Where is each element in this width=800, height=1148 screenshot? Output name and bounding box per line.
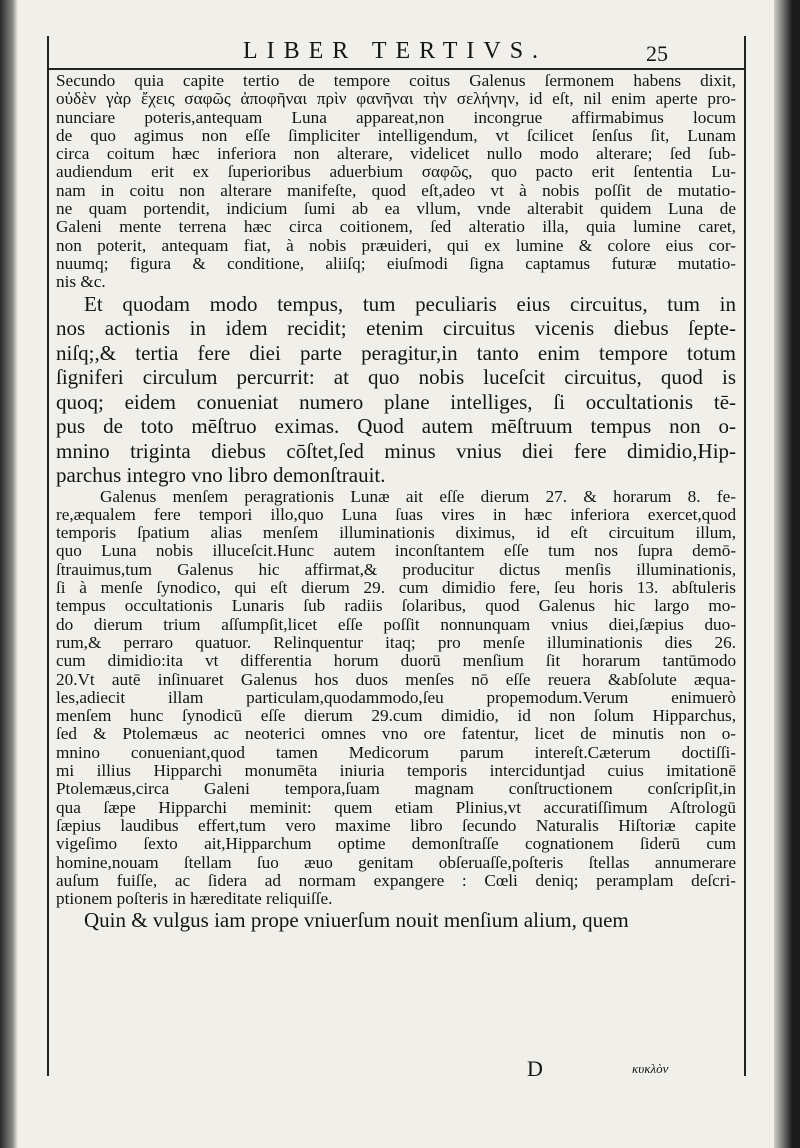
text-line: qua ſæpe Hipparchi meminit: quem etiam Plinius,vt accuratiſſimum Aſtrologū — [56, 798, 736, 817]
text-line: mnino conueniant,quod tamen Medicorum parum intereſt.Cæterum doctiſſi- — [56, 743, 736, 762]
text-line: temporis ſpatium alias menſem illuminationis diximus, id eſt circuitum illum, — [56, 524, 736, 543]
text-line: nis &c. — [56, 273, 106, 292]
text-line: niſq;,& tertia fere diei parte peragitur,in tanto enim tempore totum — [56, 340, 736, 365]
text-line: quoq; eidem conueniat numero plane intelliges, ſi occultationis tē- — [56, 389, 736, 414]
running-head: LIBER TERTIVS. — [242, 38, 548, 64]
text-line: parchus integro vno libro demonſtrauit. — [56, 463, 386, 488]
text-line: auſum fuiſſe, ac ſidera ad normam expangere : Cœli deniq; peramplam deſcri- — [56, 871, 736, 890]
paragraph-main-text-2 — [56, 908, 736, 933]
text-line: quo Luna nobis illuceſcit.Hunc autem inconſtantem eſſe tum nos ſupra demō- — [56, 542, 736, 561]
text-line: vigeſimo ſexto ait,Hipparchum optime demonſtraſſe cognationem ſiderū cum — [56, 835, 736, 854]
text-line: de quo agimus non eſſe ſimpliciter intelligendum, vt ſcilicet ſenſus ſit, Lunam — [56, 126, 736, 145]
text-line: tempus occultationis Lunaris ſub radiis ſolaribus, quod Galenus hic largo mo- — [56, 597, 736, 616]
text-line: ne quam portendit, indicium ſumi ab ea vllum, vnde alterabit quidem Luna de — [56, 200, 736, 219]
text-line: circa coitum hæc inferiora non alterare, videlicet nullo modo alterare; ſed ſub- — [56, 145, 736, 164]
text-line: Quin & vulgus iam prope vniuerſum nouit menſium alium, quem — [84, 908, 629, 933]
text-line: ptionem poſteris in hæreditate reliquiſſe. — [56, 890, 333, 909]
text-line: rum,& perraro quatuor. Relinquentur itaq; pro menſe illuminationis dies 26. — [56, 633, 736, 652]
text-line: ſi à menſe ſynodico, qui eſt dierum 29. cum dimidio fere, ſeu horis 13. abſtuleris — [56, 579, 736, 598]
text-line: 20.Vt autē inſinuaret Galenus hos duos menſes nō eſſe reuera &abſolute æqua- — [56, 670, 736, 689]
text-line: nunciare poteris,antequam Luna appareat,non incongrue affirmabimus locum — [56, 108, 736, 127]
signature-mark: D — [527, 1056, 543, 1081]
page-gutter-shadow — [0, 0, 18, 1148]
text-line: ſed & Ptolemæus ac neoterici omnes vno ore fatentur, licet de minutis non o- — [56, 725, 736, 744]
text-line: nos actionis in idem recidit; etenim circuitus vicenis diebus ſepte- — [56, 316, 736, 341]
text-line: mnino triginta diebus cōſtet,ſed minus vnius diei fere dimidio,Hip- — [56, 438, 736, 463]
paragraph-commentary-1 — [56, 72, 736, 292]
header-rule — [47, 68, 746, 70]
text-line: audiendum erit ex ſuperioribus aduerbium σαφῶς, quo pacto erit ſententia Lu- — [56, 163, 736, 182]
text-frame-right-rule — [744, 36, 746, 1076]
text-line: ſigniferi circulum percurrit: at quo nobis luceſcit circuitus, quod is — [56, 365, 736, 390]
text-line: nam in coitu non alterare manifeſte, quod eſt,adeo vt à nobis poſſit de mutatio- — [56, 181, 736, 200]
page-number: 25 — [646, 41, 668, 66]
page-edge-shadow — [774, 0, 800, 1148]
text-block — [56, 72, 736, 933]
text-line: nuumq; figura & conditione, aliiſq; eiuſmodi ſigna captamus futuræ mutatio- — [56, 254, 736, 273]
text-line: non poterit, antequam fiat, à nobis præuideri, qui ex lumine & colore eius cor- — [56, 236, 736, 255]
text-line: Galeni mente terrena hæc circa coitionem, ſed alteratio illa, quia lumine caret, — [56, 218, 736, 237]
paragraph-commentary-2 — [56, 488, 736, 909]
text-line: οὐδὲν γὰρ ἔχεις σαφῶς ἀποφῆναι πρὶν φανῆναι τὴν σελήνην, id eſt, nil enim aperte pro- — [56, 90, 736, 109]
text-line: Secundo quia capite tertio de tempore coitus Galenus ſermonem habens dixit, — [56, 72, 736, 90]
text-line: menſem hunc ſynodicū eſſe dierum 29.cum dimidio, id non ſolum Hipparchus, — [56, 707, 736, 726]
text-line: cum dimidio:ita vt differentia horum duorū menſium ſit horarum tantūmodo — [56, 652, 736, 671]
text-line: homine,nouam ſtellam ſuo æuo genitam obſeruaſſe,poſteris ſtellas annumerare — [56, 853, 736, 872]
text-line: ſæpius laudibus effert,tum vero maxime libro ſecundo Naturalis Hiſtoriæ capite — [56, 816, 736, 835]
paragraph-main-text-1 — [56, 292, 736, 488]
text-line: pus de toto mēſtruo eximas. Quod autem mēſtruum tempus non o- — [56, 414, 736, 439]
text-line: les,adiecit illam particulam,quodammodo,ſeu propemodum.Verum enimuerò — [56, 688, 736, 707]
text-line: re,æqualem fere tempori illo,quo Luna ſuas vires in hæc inferiora exercet,quod — [56, 505, 736, 524]
text-line: mi illius Hipparchi monumēta iniuria temporis interciduntjad cuius imitationē — [56, 762, 736, 781]
text-line: Galenus menſem peragrationis Lunæ ait eſſe dierum 27. & horarum 8. fe- — [100, 487, 736, 506]
text-line: ſtrauimus,tum Galenus hic affirmat,& producitur dictus menſis illuminationis, — [56, 560, 736, 579]
text-line: Et quodam modo tempus, tum peculiaris eius circuitus, tum in — [84, 291, 736, 316]
catchword: κυκλὸν — [632, 1061, 669, 1076]
text-line: Ptolemæus,circa Galeni tempora,ſuam magnam conſtructionem conſcripſit,in — [56, 780, 736, 799]
text-line: do dierum trium aſſumpſit,licet eſſe poſſit nonnunquam vnius diei,ſæpius duo- — [56, 615, 736, 634]
text-frame-left-rule — [47, 36, 49, 1076]
